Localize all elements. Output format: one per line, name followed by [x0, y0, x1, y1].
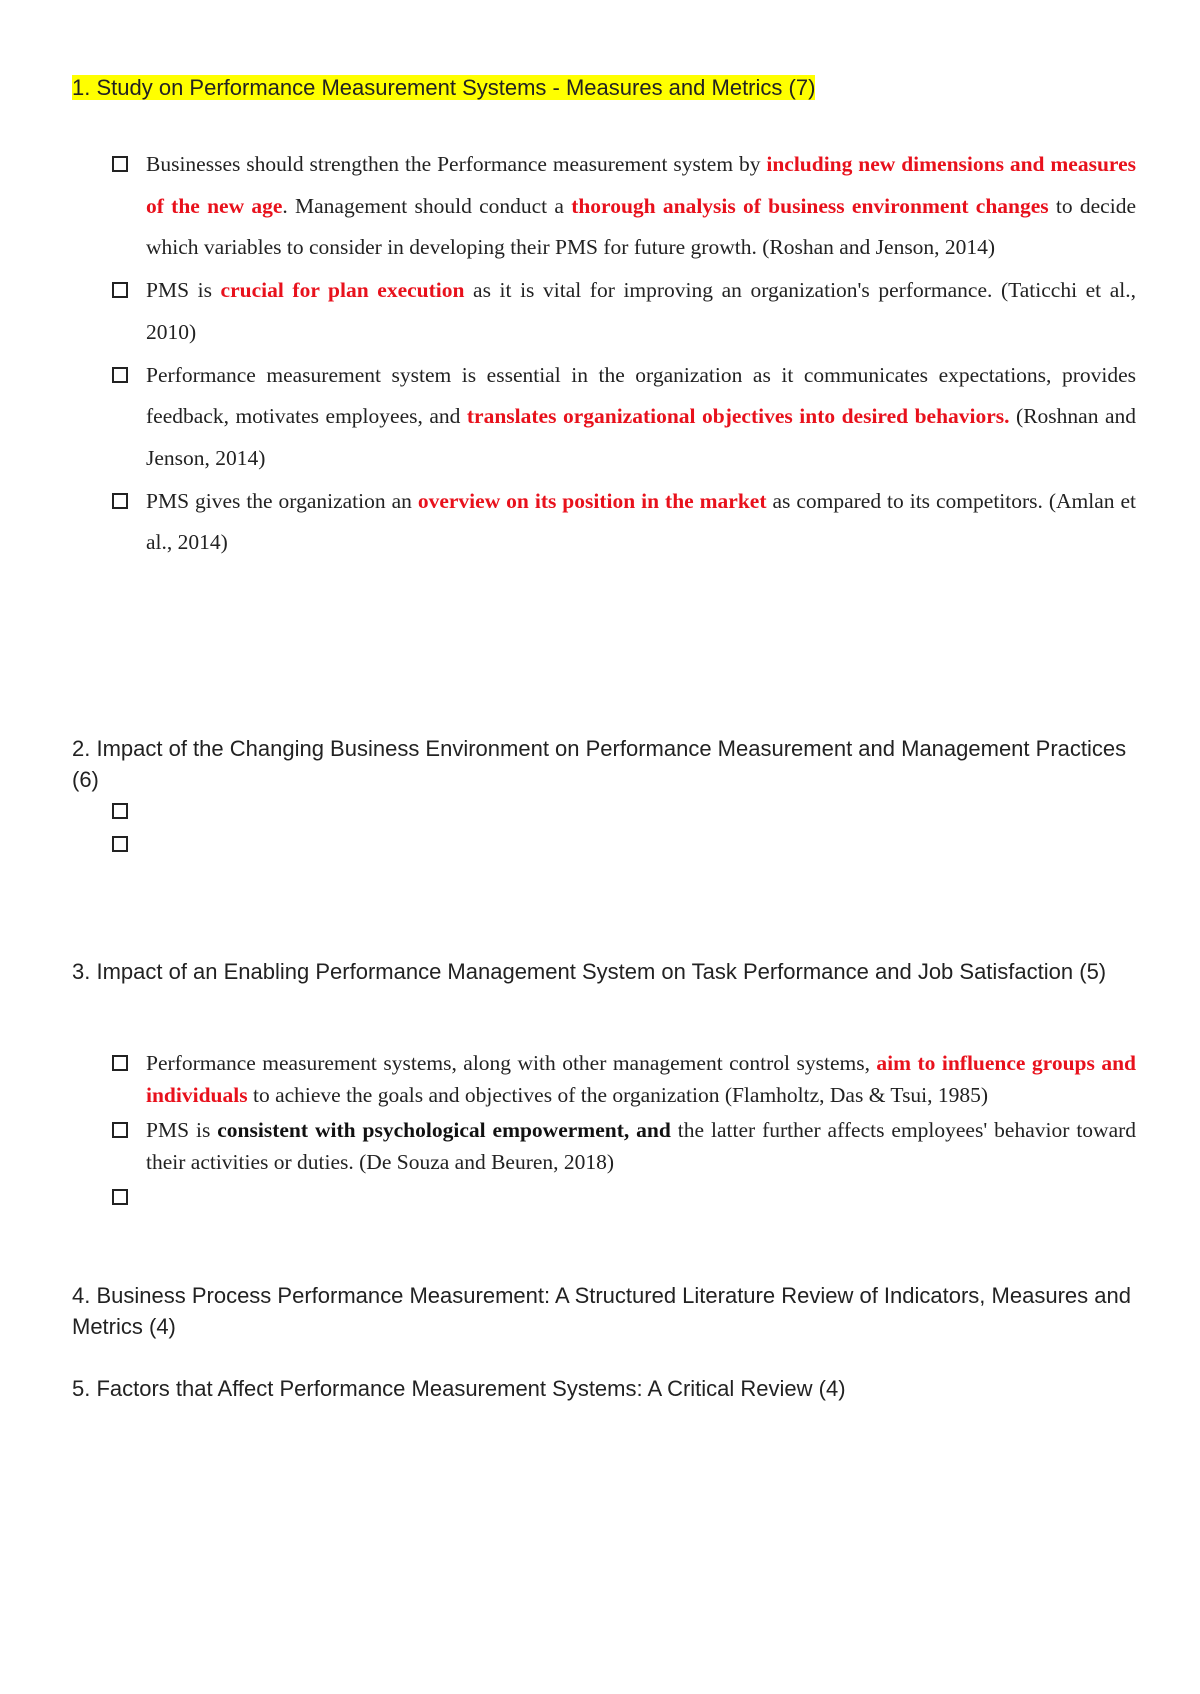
checkbox-icon: [112, 1189, 128, 1205]
list-item: Performance measurement system is essential in the organization as it communicates expectations, provides feedback, motivates employees, and translates organizational objectives into desired behaviors. (Roshnan and Jenson, 2014): [112, 355, 1136, 480]
checkbox-icon: [112, 493, 128, 509]
emphasis-text: aim to influence groups and individuals: [146, 1051, 1136, 1107]
list-item: PMS gives the organization an overview on its position in the market as compared to its competitors. (Amlan et al., 2014): [112, 481, 1136, 564]
emphasis-text: translates organizational objectives into desired behaviors.: [466, 404, 1010, 428]
list-item: Performance measurement systems, along with other management control systems, aim to influence groups and individuals to achieve the goals and objectives of the organization (Flamholtz, Das & Tsui, 1985): [112, 1047, 1136, 1111]
emphasis-text: including new dimensions and measures of the new age: [146, 152, 1136, 218]
section-1-list: [112, 144, 1136, 565]
section-2-heading: 2. Impact of the Changing Business Environment on Performance Measurement and Management Practices (6): [72, 736, 1127, 792]
list-item: [112, 795, 1136, 828]
section-1-heading: [72, 72, 1132, 103]
list-item: Businesses should strengthen the Performance measurement system by including new dimensions and measures of the new age. Management should conduct a thorough analysis of business environment changes to decide which variables to consider in developing their PMS for future growth. (Roshan and Jenson, 2014): [112, 144, 1136, 269]
emphasis-text: overview on its position in the market: [417, 488, 767, 513]
bold-text: consistent with psychological empowerment, and: [217, 1118, 671, 1142]
checkbox-icon: [112, 1122, 128, 1138]
list-item: PMS is crucial for plan execution as it is vital for improving an organization's performance. (Taticchi et al., 2010): [112, 270, 1136, 353]
checkbox-icon: [112, 156, 128, 172]
section-2-list: [112, 795, 1136, 861]
checkbox-icon: [112, 1055, 128, 1071]
emphasis-text: crucial for plan execution: [220, 278, 465, 302]
checkbox-icon: [112, 803, 128, 819]
list-item: [112, 1181, 1136, 1214]
checkbox-icon: [112, 836, 128, 852]
section-5-heading: 5. Factors that Affect Performance Measurement Systems: A Critical Review (4): [72, 1376, 846, 1401]
emphasis-text: thorough analysis of business environment changes: [571, 193, 1049, 218]
highlighted-heading-text: 1. Study on Performance Measurement Systems - Measures and Metrics (7): [72, 75, 816, 100]
section-3-list: [112, 1047, 1136, 1217]
checkbox-icon: [112, 282, 128, 298]
list-item: [112, 828, 1136, 861]
section-3-heading: 3. Impact of an Enabling Performance Management System on Task Performance and Job Satisfaction (5): [72, 959, 1107, 984]
section-4-heading: 4. Business Process Performance Measurement: A Structured Literature Review of Indicators, Measures and Metrics (4): [72, 1283, 1131, 1339]
checkbox-icon: [112, 367, 128, 383]
list-item: PMS is consistent with psychological empowerment, and the latter further affects employees' behavior toward their activities or duties. (De Souza and Beuren, 2018): [112, 1114, 1136, 1178]
